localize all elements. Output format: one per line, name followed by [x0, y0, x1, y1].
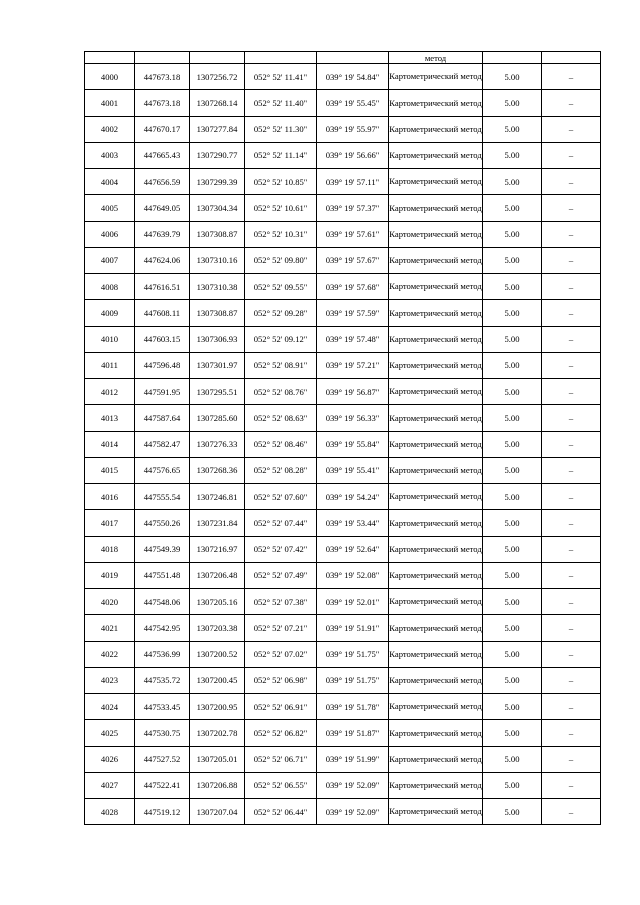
cell-note: – [542, 641, 601, 667]
cell-x: 447536.99 [135, 641, 190, 667]
cell-x: 447527.52 [135, 746, 190, 772]
continued-row [85, 52, 601, 64]
cell-y: 1307231.84 [190, 510, 245, 536]
cell-x: 447656.59 [135, 169, 190, 195]
cell-method: Картометрический метод [389, 536, 483, 562]
table-row [85, 746, 601, 772]
cell-longitude: 039° 19' 56.66" [317, 142, 389, 168]
cell-x: 447555.54 [135, 484, 190, 510]
cell-accuracy: 5.00 [483, 326, 542, 352]
table-row [85, 589, 601, 615]
cell-method: Картометрический метод [389, 457, 483, 483]
table-row [85, 615, 601, 641]
cell-method: Картометрический метод [389, 405, 483, 431]
table-row [85, 116, 601, 142]
cell-longitude: 039° 19' 55.84" [317, 431, 389, 457]
cell-latitude: 052° 52' 09.28" [245, 300, 317, 326]
cell-latitude: 052° 52' 07.02" [245, 641, 317, 667]
cell-method: Картометрический метод [389, 431, 483, 457]
cell-method: Картометрический метод [389, 772, 483, 798]
cell-longitude: 039° 19' 54.24" [317, 484, 389, 510]
cell-point-id: 4011 [85, 352, 135, 378]
table-row [85, 772, 601, 798]
table-row [85, 221, 601, 247]
cell-accuracy: 5.00 [483, 799, 542, 825]
cell-y: 1307206.48 [190, 562, 245, 588]
cell-note: – [542, 562, 601, 588]
cell-method: Картометрический метод [389, 352, 483, 378]
table-row [85, 720, 601, 746]
cell-y: 1307207.04 [190, 799, 245, 825]
cell-longitude: 039° 19' 51.91" [317, 615, 389, 641]
cell-accuracy: 5.00 [483, 615, 542, 641]
cell-point-id: 4014 [85, 431, 135, 457]
cell-note: – [542, 667, 601, 693]
cell-longitude: 039° 19' 52.01" [317, 589, 389, 615]
cell-method: Картометрический метод [389, 90, 483, 116]
table-row [85, 457, 601, 483]
cell-method: Картометрический метод [389, 641, 483, 667]
cell-latitude: 052° 52' 07.49" [245, 562, 317, 588]
cell-latitude: 052° 52' 08.46" [245, 431, 317, 457]
cell-x: 447576.65 [135, 457, 190, 483]
cell-longitude: 039° 19' 52.08" [317, 562, 389, 588]
cell-x: 447596.48 [135, 352, 190, 378]
cell-point-id: 4001 [85, 90, 135, 116]
cell-longitude: 039° 19' 55.97" [317, 116, 389, 142]
table-row [85, 195, 601, 221]
table-row [85, 64, 601, 90]
cell-method: Картометрический метод [389, 720, 483, 746]
cell-empty [85, 52, 135, 64]
cell-latitude: 052° 52' 11.14" [245, 142, 317, 168]
cell-note: – [542, 64, 601, 90]
cell-method: Картометрический метод [389, 510, 483, 536]
cell-longitude: 039° 19' 57.68" [317, 274, 389, 300]
cell-latitude: 052° 52' 11.40" [245, 90, 317, 116]
cell-y: 1307202.78 [190, 720, 245, 746]
cell-point-id: 4005 [85, 195, 135, 221]
cell-note: – [542, 195, 601, 221]
table-row [85, 431, 601, 457]
cell-x: 447582.47 [135, 431, 190, 457]
cell-y: 1307304.34 [190, 195, 245, 221]
cell-x: 447591.95 [135, 379, 190, 405]
cell-method: Картометрический метод [389, 484, 483, 510]
cell-y: 1307295.51 [190, 379, 245, 405]
cell-longitude: 039° 19' 56.33" [317, 405, 389, 431]
cell-point-id: 4004 [85, 169, 135, 195]
cell-longitude: 039° 19' 53.44" [317, 510, 389, 536]
cell-note: – [542, 694, 601, 720]
cell-longitude: 039° 19' 57.61" [317, 221, 389, 247]
cell-x: 447522.41 [135, 772, 190, 798]
cell-method: Картометрический метод [389, 746, 483, 772]
cell-x: 447608.11 [135, 300, 190, 326]
cell-accuracy: 5.00 [483, 746, 542, 772]
cell-latitude: 052° 52' 10.85" [245, 169, 317, 195]
cell-latitude: 052° 52' 11.30" [245, 116, 317, 142]
cell-note: – [542, 221, 601, 247]
cell-note: – [542, 300, 601, 326]
cell-accuracy: 5.00 [483, 484, 542, 510]
cell-point-id: 4024 [85, 694, 135, 720]
cell-latitude: 052° 52' 06.55" [245, 772, 317, 798]
cell-x: 447548.06 [135, 589, 190, 615]
cell-method: Картометрический метод [389, 667, 483, 693]
cell-accuracy: 5.00 [483, 667, 542, 693]
table-row [85, 536, 601, 562]
cell-empty [190, 52, 245, 64]
cell-y: 1307206.88 [190, 772, 245, 798]
cell-point-id: 4017 [85, 510, 135, 536]
cell-accuracy: 5.00 [483, 221, 542, 247]
cell-y: 1307246.81 [190, 484, 245, 510]
cell-y: 1307200.45 [190, 667, 245, 693]
table-row [85, 247, 601, 273]
cell-accuracy: 5.00 [483, 510, 542, 536]
cell-method: Картометрический метод [389, 64, 483, 90]
cell-latitude: 052° 52' 06.98" [245, 667, 317, 693]
cell-latitude: 052° 52' 10.31" [245, 221, 317, 247]
cell-y: 1307276.33 [190, 431, 245, 457]
cell-point-id: 4018 [85, 536, 135, 562]
cell-longitude: 039° 19' 55.45" [317, 90, 389, 116]
cell-accuracy: 5.00 [483, 300, 542, 326]
cell-latitude: 052° 52' 07.42" [245, 536, 317, 562]
cell-latitude: 052° 52' 06.82" [245, 720, 317, 746]
cell-point-id: 4007 [85, 247, 135, 273]
cell-empty [135, 52, 190, 64]
cell-y: 1307308.87 [190, 300, 245, 326]
cell-method-continued: метод [389, 52, 483, 64]
cell-method: Картометрический метод [389, 116, 483, 142]
cell-accuracy: 5.00 [483, 405, 542, 431]
cell-point-id: 4013 [85, 405, 135, 431]
cell-x: 447665.43 [135, 142, 190, 168]
cell-method: Картометрический метод [389, 221, 483, 247]
table-row [85, 799, 601, 825]
cell-y: 1307216.97 [190, 536, 245, 562]
cell-y: 1307308.87 [190, 221, 245, 247]
cell-accuracy: 5.00 [483, 142, 542, 168]
cell-method: Картометрический метод [389, 562, 483, 588]
cell-y: 1307277.84 [190, 116, 245, 142]
cell-latitude: 052° 52' 07.44" [245, 510, 317, 536]
cell-latitude: 052° 52' 06.71" [245, 746, 317, 772]
cell-point-id: 4002 [85, 116, 135, 142]
cell-x: 447587.64 [135, 405, 190, 431]
cell-x: 447530.75 [135, 720, 190, 746]
cell-note: – [542, 90, 601, 116]
cell-latitude: 052° 52' 08.76" [245, 379, 317, 405]
cell-y: 1307299.39 [190, 169, 245, 195]
cell-point-id: 4020 [85, 589, 135, 615]
cell-note: – [542, 142, 601, 168]
cell-x: 447533.45 [135, 694, 190, 720]
table-row [85, 405, 601, 431]
cell-point-id: 4006 [85, 221, 135, 247]
cell-x: 447649.05 [135, 195, 190, 221]
cell-latitude: 052° 52' 07.21" [245, 615, 317, 641]
cell-point-id: 4000 [85, 64, 135, 90]
cell-note: – [542, 431, 601, 457]
cell-longitude: 039° 19' 56.87" [317, 379, 389, 405]
cell-point-id: 4028 [85, 799, 135, 825]
cell-accuracy: 5.00 [483, 641, 542, 667]
cell-x: 447639.79 [135, 221, 190, 247]
cell-latitude: 052° 52' 08.28" [245, 457, 317, 483]
cell-y: 1307268.14 [190, 90, 245, 116]
table-row [85, 352, 601, 378]
cell-note: – [542, 484, 601, 510]
cell-y: 1307301.97 [190, 352, 245, 378]
table-row [85, 326, 601, 352]
table-row [85, 667, 601, 693]
cell-x: 447542.95 [135, 615, 190, 641]
cell-y: 1307205.16 [190, 589, 245, 615]
cell-note: – [542, 116, 601, 142]
cell-point-id: 4010 [85, 326, 135, 352]
cell-accuracy: 5.00 [483, 431, 542, 457]
cell-empty [483, 52, 542, 64]
cell-longitude: 039° 19' 51.78" [317, 694, 389, 720]
cell-y: 1307256.72 [190, 64, 245, 90]
table-row [85, 274, 601, 300]
cell-accuracy: 5.00 [483, 64, 542, 90]
table-row [85, 641, 601, 667]
cell-latitude: 052° 52' 10.61" [245, 195, 317, 221]
cell-point-id: 4012 [85, 379, 135, 405]
coordinates-table [84, 51, 601, 825]
table-row [85, 484, 601, 510]
cell-latitude: 052° 52' 07.38" [245, 589, 317, 615]
cell-note: – [542, 274, 601, 300]
cell-point-id: 4025 [85, 720, 135, 746]
cell-accuracy: 5.00 [483, 562, 542, 588]
cell-method: Картометрический метод [389, 589, 483, 615]
cell-accuracy: 5.00 [483, 169, 542, 195]
cell-longitude: 039° 19' 51.75" [317, 641, 389, 667]
cell-note: – [542, 772, 601, 798]
cell-latitude: 052° 52' 07.60" [245, 484, 317, 510]
cell-longitude: 039° 19' 55.41" [317, 457, 389, 483]
cell-y: 1307203.38 [190, 615, 245, 641]
cell-empty [317, 52, 389, 64]
cell-x: 447603.15 [135, 326, 190, 352]
cell-point-id: 4016 [85, 484, 135, 510]
cell-method: Картометрический метод [389, 195, 483, 221]
cell-latitude: 052° 52' 08.63" [245, 405, 317, 431]
cell-method: Картометрический метод [389, 799, 483, 825]
cell-note: – [542, 405, 601, 431]
cell-longitude: 039° 19' 51.75" [317, 667, 389, 693]
cell-note: – [542, 169, 601, 195]
cell-x: 447624.06 [135, 247, 190, 273]
cell-note: – [542, 379, 601, 405]
cell-method: Картометрический метод [389, 274, 483, 300]
cell-empty [245, 52, 317, 64]
cell-accuracy: 5.00 [483, 90, 542, 116]
cell-note: – [542, 746, 601, 772]
cell-longitude: 039° 19' 57.59" [317, 300, 389, 326]
cell-point-id: 4003 [85, 142, 135, 168]
cell-longitude: 039° 19' 52.09" [317, 772, 389, 798]
cell-latitude: 052° 52' 08.91" [245, 352, 317, 378]
table-row [85, 379, 601, 405]
cell-note: – [542, 352, 601, 378]
cell-accuracy: 5.00 [483, 536, 542, 562]
cell-x: 447673.18 [135, 90, 190, 116]
cell-y: 1307290.77 [190, 142, 245, 168]
cell-y: 1307310.16 [190, 247, 245, 273]
table-row [85, 694, 601, 720]
cell-y: 1307200.95 [190, 694, 245, 720]
cell-point-id: 4015 [85, 457, 135, 483]
table-row [85, 169, 601, 195]
cell-note: – [542, 589, 601, 615]
cell-accuracy: 5.00 [483, 457, 542, 483]
cell-note: – [542, 326, 601, 352]
cell-x: 447535.72 [135, 667, 190, 693]
cell-longitude: 039° 19' 57.11" [317, 169, 389, 195]
cell-longitude: 039° 19' 57.48" [317, 326, 389, 352]
table-row [85, 300, 601, 326]
cell-y: 1307310.38 [190, 274, 245, 300]
cell-accuracy: 5.00 [483, 274, 542, 300]
cell-x: 447616.51 [135, 274, 190, 300]
cell-note: – [542, 720, 601, 746]
cell-latitude: 052° 52' 06.44" [245, 799, 317, 825]
cell-y: 1307268.36 [190, 457, 245, 483]
cell-accuracy: 5.00 [483, 379, 542, 405]
cell-method: Картометрический метод [389, 169, 483, 195]
cell-method: Картометрический метод [389, 142, 483, 168]
cell-method: Картометрический метод [389, 694, 483, 720]
cell-method: Картометрический метод [389, 247, 483, 273]
cell-empty [542, 52, 601, 64]
cell-longitude: 039° 19' 52.64" [317, 536, 389, 562]
cell-point-id: 4008 [85, 274, 135, 300]
cell-accuracy: 5.00 [483, 772, 542, 798]
cell-longitude: 039° 19' 51.87" [317, 720, 389, 746]
cell-longitude: 039° 19' 57.67" [317, 247, 389, 273]
cell-y: 1307285.60 [190, 405, 245, 431]
cell-accuracy: 5.00 [483, 195, 542, 221]
cell-note: – [542, 247, 601, 273]
cell-accuracy: 5.00 [483, 589, 542, 615]
cell-method: Картометрический метод [389, 615, 483, 641]
cell-point-id: 4021 [85, 615, 135, 641]
table-row [85, 562, 601, 588]
cell-x: 447550.26 [135, 510, 190, 536]
cell-x: 447519.12 [135, 799, 190, 825]
cell-longitude: 039° 19' 57.21" [317, 352, 389, 378]
cell-note: – [542, 536, 601, 562]
cell-point-id: 4027 [85, 772, 135, 798]
cell-point-id: 4022 [85, 641, 135, 667]
table-row [85, 142, 601, 168]
cell-y: 1307306.93 [190, 326, 245, 352]
cell-method: Картометрический метод [389, 300, 483, 326]
cell-latitude: 052° 52' 11.41" [245, 64, 317, 90]
cell-x: 447549.39 [135, 536, 190, 562]
cell-longitude: 039° 19' 57.37" [317, 195, 389, 221]
cell-x: 447670.17 [135, 116, 190, 142]
cell-longitude: 039° 19' 52.09" [317, 799, 389, 825]
cell-y: 1307200.52 [190, 641, 245, 667]
cell-accuracy: 5.00 [483, 720, 542, 746]
cell-latitude: 052° 52' 09.12" [245, 326, 317, 352]
cell-latitude: 052° 52' 09.55" [245, 274, 317, 300]
cell-x: 447673.18 [135, 64, 190, 90]
cell-note: – [542, 799, 601, 825]
cell-method: Картометрический метод [389, 379, 483, 405]
cell-longitude: 039° 19' 54.84" [317, 64, 389, 90]
cell-note: – [542, 615, 601, 641]
cell-latitude: 052° 52' 09.80" [245, 247, 317, 273]
cell-point-id: 4023 [85, 667, 135, 693]
cell-longitude: 039° 19' 51.99" [317, 746, 389, 772]
cell-accuracy: 5.00 [483, 116, 542, 142]
cell-note: – [542, 510, 601, 536]
cell-x: 447551.48 [135, 562, 190, 588]
cell-point-id: 4026 [85, 746, 135, 772]
cell-point-id: 4019 [85, 562, 135, 588]
cell-accuracy: 5.00 [483, 247, 542, 273]
cell-note: – [542, 457, 601, 483]
table-row [85, 510, 601, 536]
cell-accuracy: 5.00 [483, 352, 542, 378]
table-row [85, 90, 601, 116]
cell-latitude: 052° 52' 06.91" [245, 694, 317, 720]
cell-y: 1307205.01 [190, 746, 245, 772]
cell-accuracy: 5.00 [483, 694, 542, 720]
cell-point-id: 4009 [85, 300, 135, 326]
cell-method: Картометрический метод [389, 326, 483, 352]
